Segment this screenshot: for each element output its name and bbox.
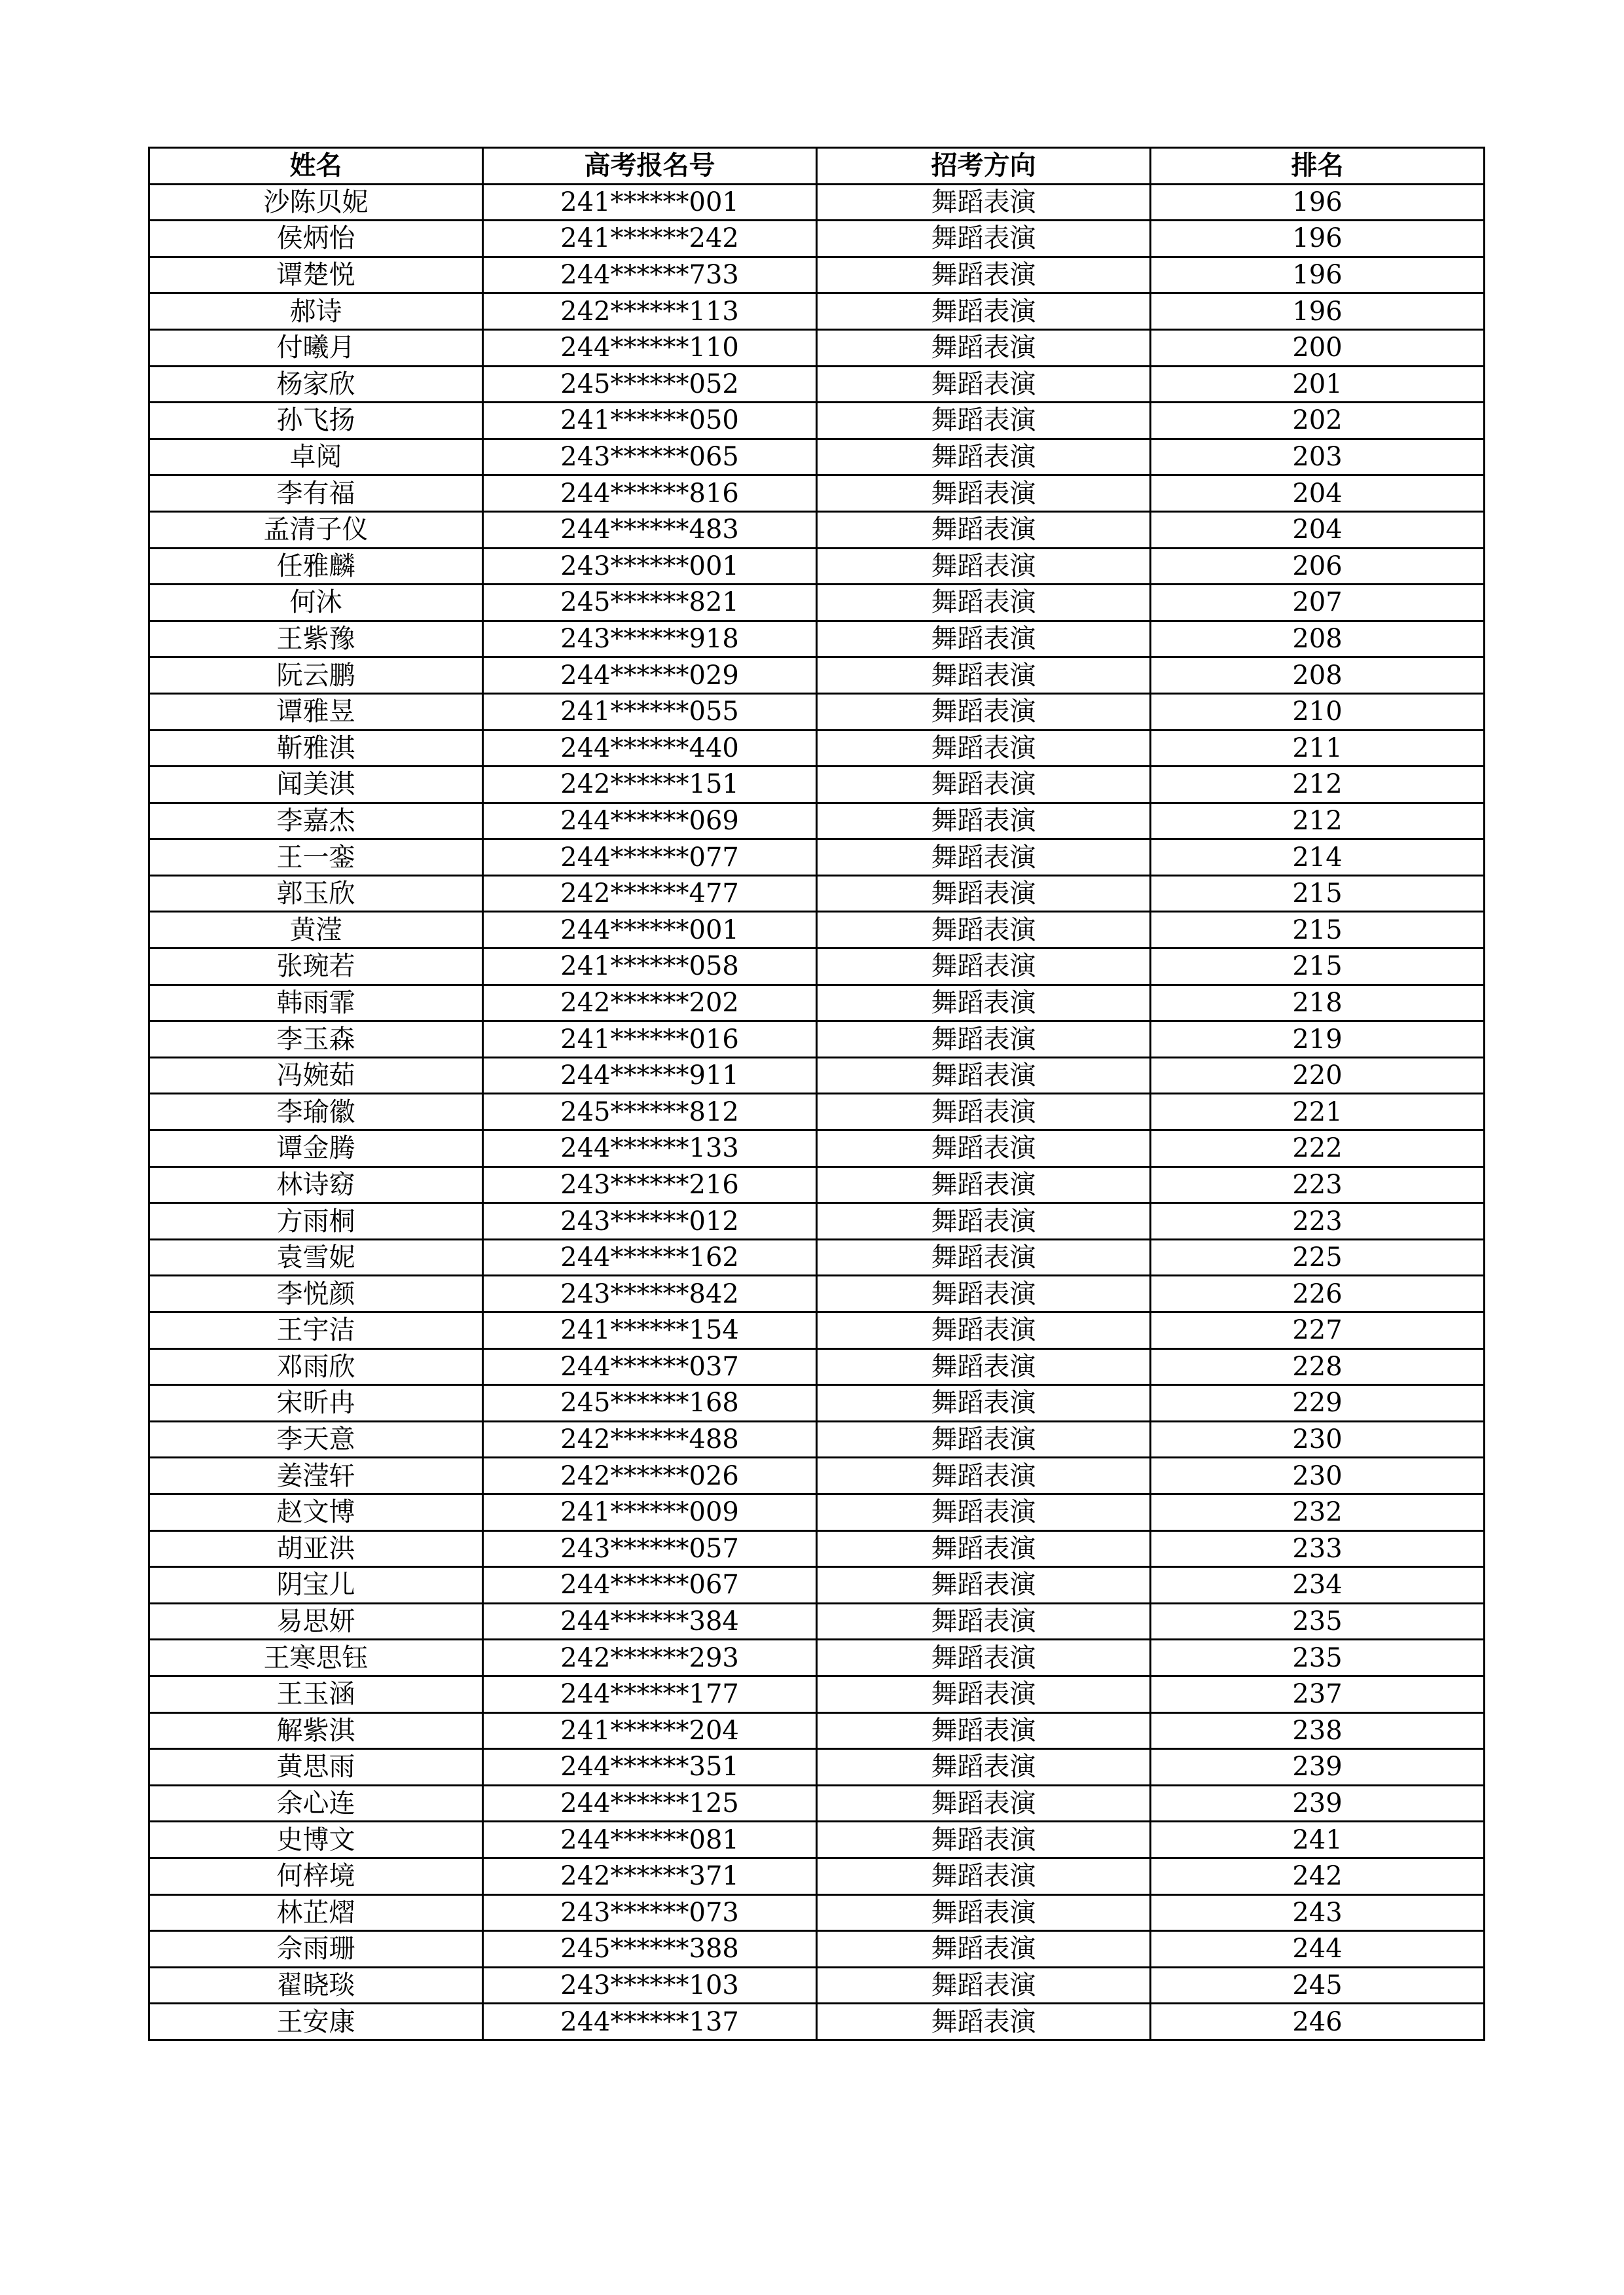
cell-rank: 241 xyxy=(1151,1822,1485,1858)
column-header-direction: 招考方向 xyxy=(817,148,1151,185)
table-row xyxy=(149,2004,1485,2040)
cell-direction: 舞蹈表演 xyxy=(817,875,1151,912)
cell-rank: 196 xyxy=(1151,293,1485,330)
cell-rank: 229 xyxy=(1151,1385,1485,1422)
table-row xyxy=(149,1676,1485,1712)
cell-name: 袁雪妮 xyxy=(149,1239,483,1276)
cell-rank: 245 xyxy=(1151,1967,1485,2004)
column-header-exam-id: 高考报名号 xyxy=(483,148,817,185)
cell-direction: 舞蹈表演 xyxy=(817,1822,1151,1858)
table-row xyxy=(149,1203,1485,1240)
cell-rank: 235 xyxy=(1151,1640,1485,1676)
cell-exam-id: 243******842 xyxy=(483,1276,817,1312)
table-row xyxy=(149,657,1485,694)
cell-exam-id: 243******918 xyxy=(483,621,817,657)
cell-name: 黄思雨 xyxy=(149,1749,483,1786)
cell-name: 李天意 xyxy=(149,1421,483,1458)
table-row xyxy=(149,1276,1485,1312)
table-row xyxy=(149,1894,1485,1931)
cell-name: 谭雅昱 xyxy=(149,693,483,730)
cell-direction: 舞蹈表演 xyxy=(817,1894,1151,1931)
table-row xyxy=(149,1312,1485,1349)
cell-rank: 232 xyxy=(1151,1494,1485,1530)
cell-rank: 204 xyxy=(1151,475,1485,512)
cell-rank: 196 xyxy=(1151,257,1485,293)
table-row xyxy=(149,1130,1485,1167)
cell-exam-id: 242******488 xyxy=(483,1421,817,1458)
cell-direction: 舞蹈表演 xyxy=(817,621,1151,657)
cell-rank: 206 xyxy=(1151,548,1485,585)
cell-name: 沙陈贝妮 xyxy=(149,184,483,221)
cell-exam-id: 242******151 xyxy=(483,767,817,803)
cell-exam-id: 244******067 xyxy=(483,1567,817,1604)
cell-exam-id: 243******103 xyxy=(483,1967,817,2004)
cell-rank: 202 xyxy=(1151,403,1485,439)
cell-exam-id: 241******204 xyxy=(483,1712,817,1749)
table-row xyxy=(149,439,1485,475)
cell-direction: 舞蹈表演 xyxy=(817,839,1151,876)
cell-direction: 舞蹈表演 xyxy=(817,1967,1151,2004)
cell-name: 王寒思钰 xyxy=(149,1640,483,1676)
table-row xyxy=(149,475,1485,512)
cell-direction: 舞蹈表演 xyxy=(817,1676,1151,1712)
cell-exam-id: 242******026 xyxy=(483,1458,817,1494)
cell-name: 谭金腾 xyxy=(149,1130,483,1167)
cell-exam-id: 241******154 xyxy=(483,1312,817,1349)
cell-name: 王玉涵 xyxy=(149,1676,483,1712)
cell-direction: 舞蹈表演 xyxy=(817,949,1151,985)
cell-rank: 234 xyxy=(1151,1567,1485,1604)
cell-exam-id: 244******483 xyxy=(483,511,817,548)
table-row xyxy=(149,1421,1485,1458)
table-row xyxy=(149,1530,1485,1567)
cell-rank: 244 xyxy=(1151,1931,1485,1968)
table-row xyxy=(149,1858,1485,1894)
table-row xyxy=(149,1094,1485,1130)
cell-name: 方雨桐 xyxy=(149,1203,483,1240)
cell-direction: 舞蹈表演 xyxy=(817,1421,1151,1458)
table-header-row xyxy=(149,148,1485,185)
cell-exam-id: 243******057 xyxy=(483,1530,817,1567)
table-row xyxy=(149,1785,1485,1822)
table-row xyxy=(149,1567,1485,1604)
cell-name: 王一銮 xyxy=(149,839,483,876)
table-row xyxy=(149,221,1485,257)
table-row xyxy=(149,912,1485,949)
cell-rank: 215 xyxy=(1151,875,1485,912)
cell-name: 郭玉欣 xyxy=(149,875,483,912)
cell-name: 谭楚悦 xyxy=(149,257,483,293)
cell-name: 王宇洁 xyxy=(149,1312,483,1349)
table-row xyxy=(149,730,1485,767)
cell-exam-id: 241******055 xyxy=(483,693,817,730)
cell-name: 史博文 xyxy=(149,1822,483,1858)
cell-name: 邓雨欣 xyxy=(149,1348,483,1385)
table-row xyxy=(149,1749,1485,1786)
table-row xyxy=(149,1967,1485,2004)
cell-name: 郝诗 xyxy=(149,293,483,330)
cell-rank: 226 xyxy=(1151,1276,1485,1312)
cell-direction: 舞蹈表演 xyxy=(817,1239,1151,1276)
cell-rank: 200 xyxy=(1151,329,1485,366)
cell-rank: 196 xyxy=(1151,184,1485,221)
cell-direction: 舞蹈表演 xyxy=(817,403,1151,439)
cell-rank: 208 xyxy=(1151,657,1485,694)
cell-name: 卓阅 xyxy=(149,439,483,475)
cell-name: 冯婉茹 xyxy=(149,1057,483,1094)
cell-name: 李悦颜 xyxy=(149,1276,483,1312)
table-row xyxy=(149,1385,1485,1422)
cell-rank: 204 xyxy=(1151,511,1485,548)
cell-exam-id: 244******029 xyxy=(483,657,817,694)
cell-name: 任雅麟 xyxy=(149,548,483,585)
cell-exam-id: 244******001 xyxy=(483,912,817,949)
cell-direction: 舞蹈表演 xyxy=(817,1094,1151,1130)
cell-exam-id: 245******168 xyxy=(483,1385,817,1422)
cell-direction: 舞蹈表演 xyxy=(817,1749,1151,1786)
cell-direction: 舞蹈表演 xyxy=(817,548,1151,585)
cell-name: 孙飞扬 xyxy=(149,403,483,439)
cell-direction: 舞蹈表演 xyxy=(817,1931,1151,1968)
table-row xyxy=(149,1603,1485,1640)
cell-rank: 246 xyxy=(1151,2004,1485,2040)
cell-name: 解紫淇 xyxy=(149,1712,483,1749)
table-row xyxy=(149,1057,1485,1094)
cell-exam-id: 243******065 xyxy=(483,439,817,475)
cell-direction: 舞蹈表演 xyxy=(817,585,1151,621)
cell-direction: 舞蹈表演 xyxy=(817,1021,1151,1058)
table-row xyxy=(149,875,1485,912)
cell-direction: 舞蹈表演 xyxy=(817,1348,1151,1385)
table-row xyxy=(149,985,1485,1021)
cell-exam-id: 243******012 xyxy=(483,1203,817,1240)
cell-exam-id: 241******050 xyxy=(483,403,817,439)
cell-exam-id: 244******037 xyxy=(483,1348,817,1385)
cell-exam-id: 242******293 xyxy=(483,1640,817,1676)
cell-exam-id: 243******073 xyxy=(483,1894,817,1931)
cell-direction: 舞蹈表演 xyxy=(817,329,1151,366)
cell-exam-id: 241******009 xyxy=(483,1494,817,1530)
cell-name: 王安康 xyxy=(149,2004,483,2040)
cell-exam-id: 245******388 xyxy=(483,1931,817,1968)
cell-direction: 舞蹈表演 xyxy=(817,767,1151,803)
cell-exam-id: 242******113 xyxy=(483,293,817,330)
cell-exam-id: 244******069 xyxy=(483,803,817,839)
cell-direction: 舞蹈表演 xyxy=(817,985,1151,1021)
table-row xyxy=(149,1640,1485,1676)
cell-rank: 214 xyxy=(1151,839,1485,876)
cell-name: 黄滢 xyxy=(149,912,483,949)
cell-name: 阮云鹏 xyxy=(149,657,483,694)
cell-rank: 237 xyxy=(1151,1676,1485,1712)
cell-rank: 230 xyxy=(1151,1458,1485,1494)
cell-direction: 舞蹈表演 xyxy=(817,912,1151,949)
cell-exam-id: 241******001 xyxy=(483,184,817,221)
cell-direction: 舞蹈表演 xyxy=(817,1785,1151,1822)
cell-exam-id: 244******177 xyxy=(483,1676,817,1712)
cell-name: 林诗窈 xyxy=(149,1166,483,1203)
table-row xyxy=(149,803,1485,839)
table-row xyxy=(149,1931,1485,1968)
cell-exam-id: 244******133 xyxy=(483,1130,817,1167)
cell-rank: 208 xyxy=(1151,621,1485,657)
cell-rank: 227 xyxy=(1151,1312,1485,1349)
cell-name: 付曦月 xyxy=(149,329,483,366)
cell-rank: 221 xyxy=(1151,1094,1485,1130)
table-row xyxy=(149,1458,1485,1494)
cell-rank: 230 xyxy=(1151,1421,1485,1458)
cell-direction: 舞蹈表演 xyxy=(817,1494,1151,1530)
cell-rank: 207 xyxy=(1151,585,1485,621)
table-row xyxy=(149,293,1485,330)
cell-rank: 215 xyxy=(1151,949,1485,985)
table-row xyxy=(149,839,1485,876)
cell-direction: 舞蹈表演 xyxy=(817,1385,1151,1422)
cell-rank: 203 xyxy=(1151,439,1485,475)
cell-exam-id: 243******001 xyxy=(483,548,817,585)
table-row xyxy=(149,949,1485,985)
cell-name: 林芷熠 xyxy=(149,1894,483,1931)
cell-name: 靳雅淇 xyxy=(149,730,483,767)
cell-name: 余心连 xyxy=(149,1785,483,1822)
cell-name: 佘雨珊 xyxy=(149,1931,483,1968)
table-row xyxy=(149,1822,1485,1858)
table-row xyxy=(149,329,1485,366)
cell-name: 王紫豫 xyxy=(149,621,483,657)
cell-exam-id: 244******162 xyxy=(483,1239,817,1276)
cell-rank: 219 xyxy=(1151,1021,1485,1058)
cell-exam-id: 245******821 xyxy=(483,585,817,621)
table-row xyxy=(149,184,1485,221)
cell-rank: 212 xyxy=(1151,767,1485,803)
cell-exam-id: 244******733 xyxy=(483,257,817,293)
cell-rank: 239 xyxy=(1151,1749,1485,1786)
cell-exam-id: 242******371 xyxy=(483,1858,817,1894)
cell-direction: 舞蹈表演 xyxy=(817,1530,1151,1567)
cell-direction: 舞蹈表演 xyxy=(817,475,1151,512)
cell-direction: 舞蹈表演 xyxy=(817,511,1151,548)
cell-direction: 舞蹈表演 xyxy=(817,1312,1151,1349)
column-header-rank: 排名 xyxy=(1151,148,1485,185)
table-row xyxy=(149,767,1485,803)
cell-exam-id: 242******202 xyxy=(483,985,817,1021)
cell-rank: 218 xyxy=(1151,985,1485,1021)
cell-direction: 舞蹈表演 xyxy=(817,803,1151,839)
cell-direction: 舞蹈表演 xyxy=(817,730,1151,767)
cell-exam-id: 244******351 xyxy=(483,1749,817,1786)
cell-exam-id: 242******477 xyxy=(483,875,817,912)
cell-direction: 舞蹈表演 xyxy=(817,1603,1151,1640)
cell-rank: 242 xyxy=(1151,1858,1485,1894)
cell-exam-id: 244******081 xyxy=(483,1822,817,1858)
table-row xyxy=(149,403,1485,439)
cell-rank: 228 xyxy=(1151,1348,1485,1385)
cell-exam-id: 244******816 xyxy=(483,475,817,512)
cell-rank: 238 xyxy=(1151,1712,1485,1749)
table-body xyxy=(149,184,1485,2040)
cell-name: 姜滢轩 xyxy=(149,1458,483,1494)
cell-direction: 舞蹈表演 xyxy=(817,1567,1151,1604)
cell-name: 李嘉杰 xyxy=(149,803,483,839)
cell-name: 李有福 xyxy=(149,475,483,512)
cell-name: 张琬若 xyxy=(149,949,483,985)
cell-rank: 225 xyxy=(1151,1239,1485,1276)
cell-name: 赵文博 xyxy=(149,1494,483,1530)
table-row xyxy=(149,548,1485,585)
cell-exam-id: 241******242 xyxy=(483,221,817,257)
cell-direction: 舞蹈表演 xyxy=(817,1166,1151,1203)
cell-name: 宋昕冉 xyxy=(149,1385,483,1422)
cell-direction: 舞蹈表演 xyxy=(817,1130,1151,1167)
cell-direction: 舞蹈表演 xyxy=(817,693,1151,730)
cell-name: 韩雨霏 xyxy=(149,985,483,1021)
table-row xyxy=(149,1021,1485,1058)
cell-direction: 舞蹈表演 xyxy=(817,1057,1151,1094)
cell-direction: 舞蹈表演 xyxy=(817,1858,1151,1894)
cell-direction: 舞蹈表演 xyxy=(817,257,1151,293)
table-row xyxy=(149,1494,1485,1530)
cell-name: 阴宝儿 xyxy=(149,1567,483,1604)
cell-direction: 舞蹈表演 xyxy=(817,1640,1151,1676)
cell-rank: 210 xyxy=(1151,693,1485,730)
ranking-sheet xyxy=(148,147,1483,2041)
table-row xyxy=(149,693,1485,730)
cell-exam-id: 245******812 xyxy=(483,1094,817,1130)
cell-rank: 220 xyxy=(1151,1057,1485,1094)
cell-direction: 舞蹈表演 xyxy=(817,293,1151,330)
table-row xyxy=(149,1166,1485,1203)
table-row xyxy=(149,257,1485,293)
cell-rank: 201 xyxy=(1151,366,1485,403)
cell-rank: 223 xyxy=(1151,1203,1485,1240)
cell-direction: 舞蹈表演 xyxy=(817,2004,1151,2040)
cell-exam-id: 244******110 xyxy=(483,329,817,366)
cell-rank: 223 xyxy=(1151,1166,1485,1203)
cell-exam-id: 241******058 xyxy=(483,949,817,985)
ranking-table xyxy=(148,147,1485,2041)
cell-rank: 243 xyxy=(1151,1894,1485,1931)
cell-rank: 239 xyxy=(1151,1785,1485,1822)
cell-exam-id: 241******016 xyxy=(483,1021,817,1058)
cell-rank: 212 xyxy=(1151,803,1485,839)
cell-direction: 舞蹈表演 xyxy=(817,439,1151,475)
cell-name: 易思妍 xyxy=(149,1603,483,1640)
cell-name: 侯炳怡 xyxy=(149,221,483,257)
cell-rank: 196 xyxy=(1151,221,1485,257)
column-header-name: 姓名 xyxy=(149,148,483,185)
cell-direction: 舞蹈表演 xyxy=(817,1458,1151,1494)
cell-direction: 舞蹈表演 xyxy=(817,184,1151,221)
cell-name: 杨家欣 xyxy=(149,366,483,403)
cell-direction: 舞蹈表演 xyxy=(817,1712,1151,1749)
cell-name: 翟晓琰 xyxy=(149,1967,483,2004)
cell-exam-id: 244******440 xyxy=(483,730,817,767)
cell-exam-id: 244******137 xyxy=(483,2004,817,2040)
cell-direction: 舞蹈表演 xyxy=(817,1203,1151,1240)
table-row xyxy=(149,1712,1485,1749)
table-row xyxy=(149,621,1485,657)
table-row xyxy=(149,511,1485,548)
cell-direction: 舞蹈表演 xyxy=(817,1276,1151,1312)
cell-direction: 舞蹈表演 xyxy=(817,221,1151,257)
cell-name: 何梓境 xyxy=(149,1858,483,1894)
cell-rank: 235 xyxy=(1151,1603,1485,1640)
table-row xyxy=(149,366,1485,403)
cell-exam-id: 245******052 xyxy=(483,366,817,403)
table-row xyxy=(149,1348,1485,1385)
cell-rank: 233 xyxy=(1151,1530,1485,1567)
cell-rank: 215 xyxy=(1151,912,1485,949)
cell-exam-id: 244******125 xyxy=(483,1785,817,1822)
cell-exam-id: 244******911 xyxy=(483,1057,817,1094)
cell-direction: 舞蹈表演 xyxy=(817,657,1151,694)
cell-name: 李瑜徽 xyxy=(149,1094,483,1130)
cell-direction: 舞蹈表演 xyxy=(817,366,1151,403)
cell-name: 孟清子仪 xyxy=(149,511,483,548)
table-row xyxy=(149,585,1485,621)
cell-rank: 211 xyxy=(1151,730,1485,767)
cell-exam-id: 244******077 xyxy=(483,839,817,876)
cell-name: 闻美淇 xyxy=(149,767,483,803)
cell-name: 李玉森 xyxy=(149,1021,483,1058)
cell-name: 何沐 xyxy=(149,585,483,621)
cell-exam-id: 244******384 xyxy=(483,1603,817,1640)
table-row xyxy=(149,1239,1485,1276)
cell-rank: 222 xyxy=(1151,1130,1485,1167)
cell-name: 胡亚洪 xyxy=(149,1530,483,1567)
cell-exam-id: 243******216 xyxy=(483,1166,817,1203)
